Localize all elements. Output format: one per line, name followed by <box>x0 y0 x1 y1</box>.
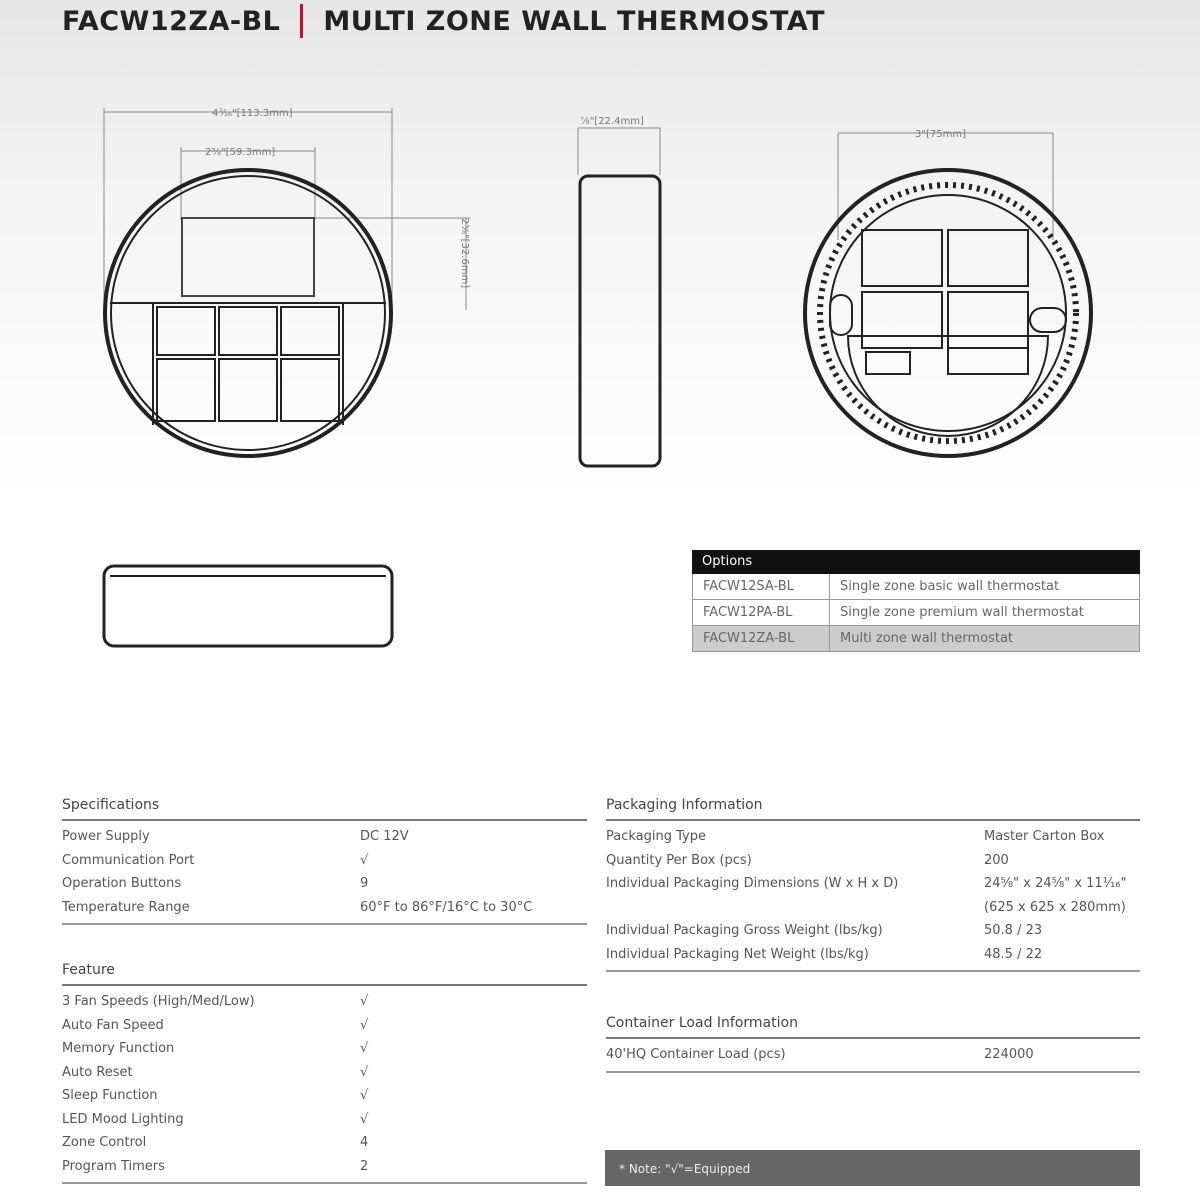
screen-height-label: 2⅝"[32.6mm] <box>459 218 470 289</box>
table-row <box>606 919 1140 943</box>
section-divider <box>62 1182 587 1184</box>
row-label: Temperature Range <box>62 899 190 915</box>
row-label: Zone Control <box>62 1135 147 1151</box>
section-title: Specifications <box>62 797 587 821</box>
table-row <box>606 849 1140 873</box>
table-row-selected <box>692 626 1140 652</box>
table-row <box>62 872 587 896</box>
row-label: Individual Packaging Gross Weight (lbs/kg) <box>606 923 883 939</box>
title-divider <box>300 4 303 38</box>
row-label: Operation Buttons <box>62 876 182 892</box>
row-value: 2 <box>360 1158 369 1174</box>
row-value: 24⅝" x 24⅝" x 11¹⁄₁₆" <box>984 876 1127 892</box>
row-label: Sleep Function <box>62 1088 158 1104</box>
page-title <box>62 4 825 38</box>
section-title: Feature <box>62 962 587 986</box>
row-label: Individual Packaging Net Weight (lbs/kg) <box>606 946 869 962</box>
row-value: 48.5 / 22 <box>984 946 1043 962</box>
specifications-section <box>62 797 587 925</box>
row-label: Quantity Per Box (pcs) <box>606 852 752 868</box>
row-value: √ <box>360 1111 369 1127</box>
row-value: √ <box>360 852 369 868</box>
row-label: Power Supply <box>62 829 150 845</box>
table-row <box>62 1131 587 1155</box>
side-view-drawing <box>578 128 660 466</box>
note-bar: * Note: "√"=Equipped <box>605 1150 1140 1186</box>
row-label: 40'HQ Container Load (pcs) <box>606 1047 786 1063</box>
row-label: Memory Function <box>62 1041 175 1057</box>
table-row <box>62 1014 587 1038</box>
row-value: Master Carton Box <box>984 829 1105 845</box>
table-row <box>62 849 587 873</box>
packaging-section <box>606 797 1140 972</box>
option-model: FACW12ZA-BL <box>693 626 830 651</box>
row-label: Communication Port <box>62 852 195 868</box>
feature-section <box>62 962 587 1184</box>
row-value: 60°F to 86°F/16°C to 30°C <box>360 899 533 915</box>
section-divider <box>62 923 587 925</box>
section-title: Container Load Information <box>606 1015 1140 1039</box>
option-model: FACW12SA-BL <box>693 574 830 599</box>
row-value: √ <box>360 1088 369 1104</box>
table-row <box>62 896 587 920</box>
row-value: 4 <box>360 1135 369 1151</box>
table-row <box>606 896 1140 920</box>
row-value: (625 x 625 x 280mm) <box>984 899 1126 915</box>
table-row <box>62 1037 587 1061</box>
table-row <box>62 990 587 1014</box>
bottom-view-drawing <box>104 566 392 646</box>
option-desc: Single zone premium wall thermostat <box>840 605 1084 620</box>
table-row <box>62 1155 587 1179</box>
table-row <box>606 872 1140 896</box>
row-label: LED Mood Lighting <box>62 1111 184 1127</box>
back-width-label: 3"[75mm] <box>915 129 966 140</box>
row-label: Auto Fan Speed <box>62 1017 164 1033</box>
row-label: Program Timers <box>62 1158 165 1174</box>
screen-width-label: 2⅜"[59.3mm] <box>205 147 276 158</box>
depth-label: ⅞"[22.4mm] <box>580 116 644 127</box>
table-row <box>606 825 1140 849</box>
back-view-drawing <box>805 133 1091 456</box>
front-width-label: 4⁷⁄₁₆"[113.3mm] <box>212 108 293 119</box>
option-desc: Single zone basic wall thermostat <box>840 579 1060 594</box>
section-title: Packaging Information <box>606 797 1140 821</box>
front-view-drawing <box>104 108 470 456</box>
row-label: 3 Fan Speeds (High/Med/Low) <box>62 994 255 1010</box>
table-row <box>606 943 1140 967</box>
table-row <box>62 1061 587 1085</box>
row-value: √ <box>360 1041 369 1057</box>
table-row <box>692 574 1140 600</box>
row-label: Packaging Type <box>606 829 706 845</box>
section-divider <box>606 970 1140 972</box>
row-value: 50.8 / 23 <box>984 923 1043 939</box>
option-model: FACW12PA-BL <box>693 600 830 625</box>
row-value: 224000 <box>984 1047 1034 1063</box>
model-number: FACW12ZA-BL <box>62 5 281 37</box>
row-value: √ <box>360 1017 369 1033</box>
section-divider <box>606 1071 1140 1073</box>
product-title: MULTI ZONE WALL THERMOSTAT <box>323 5 826 37</box>
row-value: 200 <box>984 852 1009 868</box>
option-desc: Multi zone wall thermostat <box>840 631 1014 646</box>
row-value: 9 <box>360 876 369 892</box>
table-row <box>606 1043 1140 1067</box>
row-label: Individual Packaging Dimensions (W x H x D) <box>606 876 899 892</box>
row-value: √ <box>360 994 369 1010</box>
options-table <box>692 550 1140 652</box>
options-header: Options <box>692 550 1140 574</box>
table-row <box>62 1108 587 1132</box>
table-row <box>692 600 1140 626</box>
row-label: Auto Reset <box>62 1064 133 1080</box>
row-value: DC 12V <box>360 829 409 845</box>
container-section <box>606 1015 1140 1073</box>
row-value: √ <box>360 1064 369 1080</box>
table-row <box>62 825 587 849</box>
table-row <box>62 1084 587 1108</box>
